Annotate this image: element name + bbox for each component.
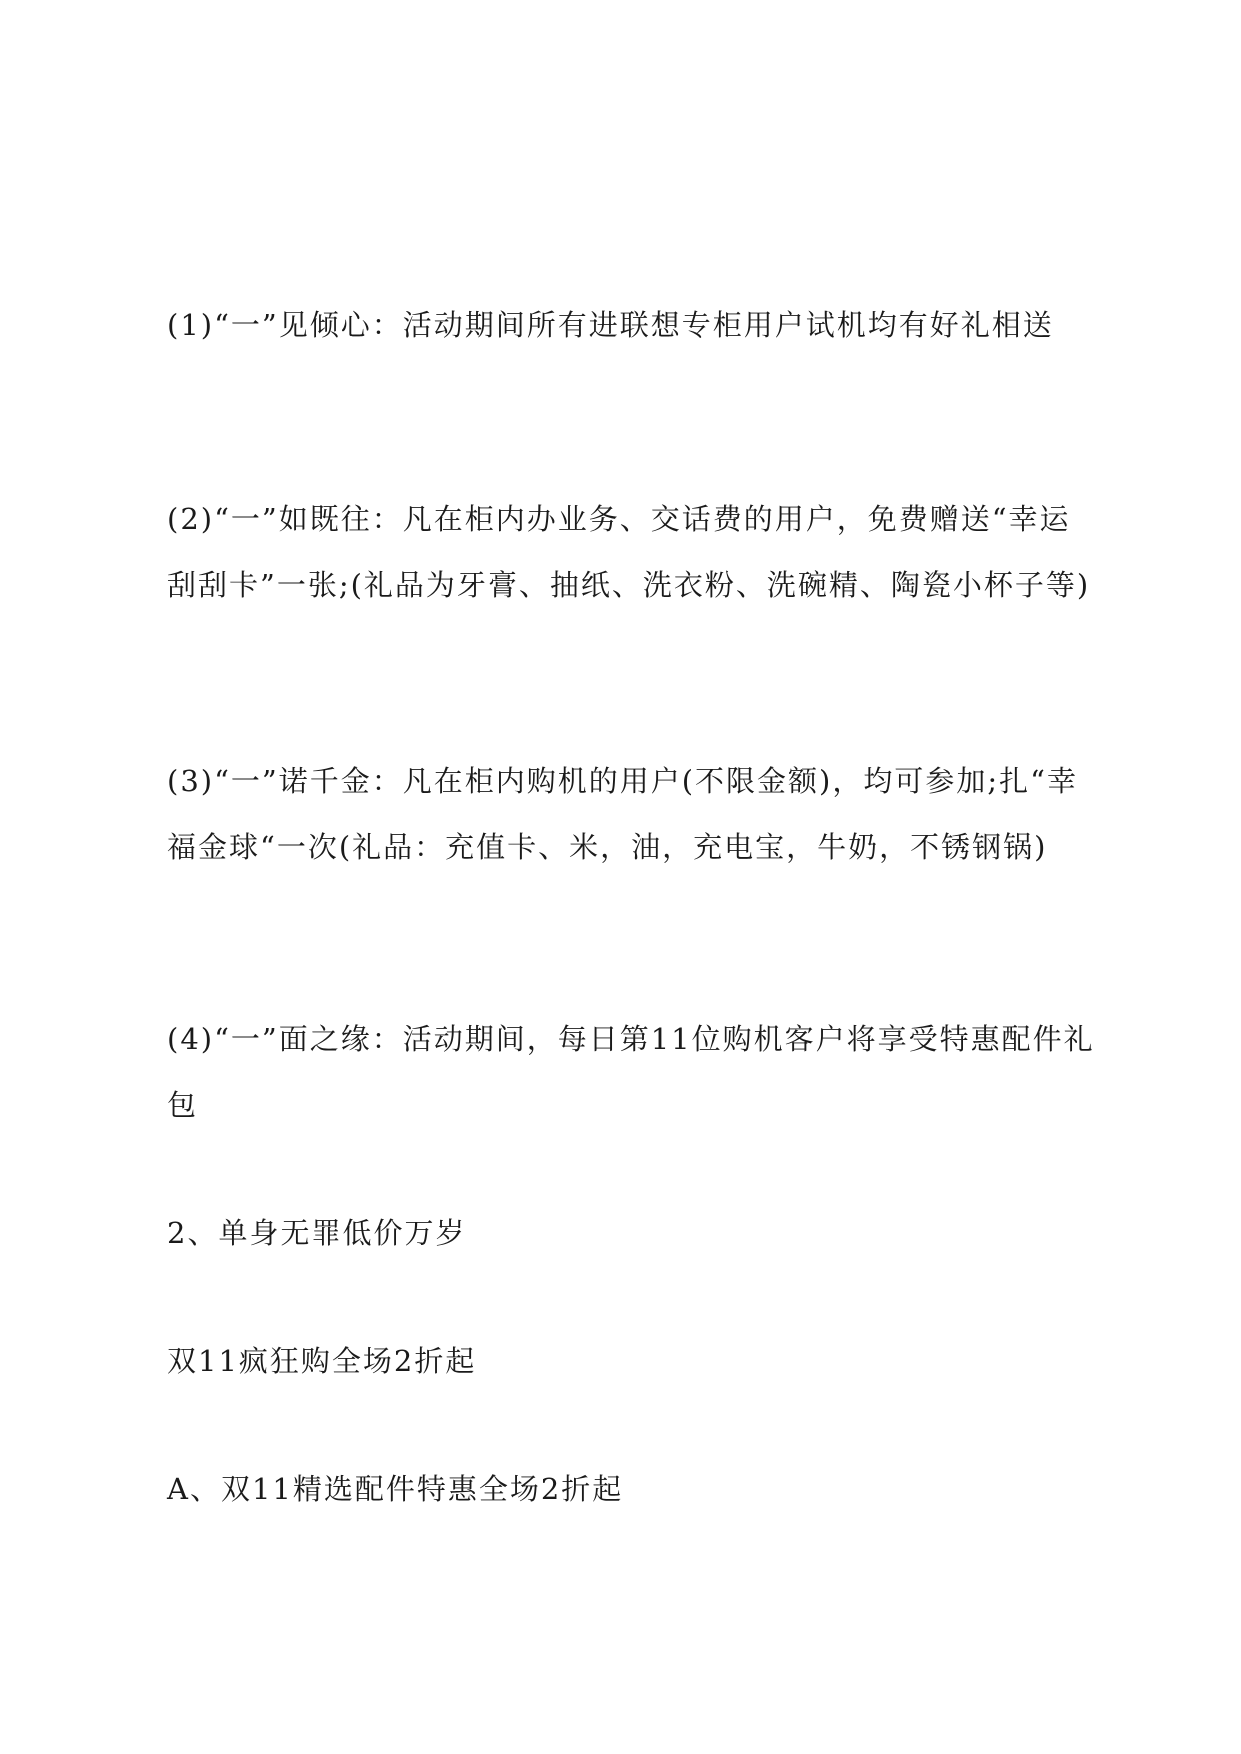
paragraph-4: (4)“一”面之缘：活动期间，每日第11位购机客户将享受特惠配件礼包 xyxy=(167,1022,1095,1122)
section-heading-2: 2、单身无罪低价万岁 xyxy=(167,1216,467,1250)
paragraph-2: (2)“一”如既往：凡在柜内办业务、交话费的用户，免费赠送“幸运刮刮卡”一张;(礼品为牙膏、抽纸、洗衣粉、洗碗精、陶瓷小杯子等) xyxy=(167,502,1091,602)
paragraph-1: (1)“一”见倾心：活动期间所有进联想专柜用户试机均有好礼相送 xyxy=(167,308,1054,342)
paragraph-accessories: A、双11精选配件特惠全场2折起 xyxy=(167,1472,624,1506)
paragraph-3: (3)“一”诺千金：凡在柜内购机的用户(不限金额)，均可参加;扎“幸福金球“一次(礼品：充值卡、米，油，充电宝，牛奶，不锈钢锅) xyxy=(167,764,1078,864)
paragraph-promo: 双11疯狂购全场2折起 xyxy=(167,1344,477,1378)
